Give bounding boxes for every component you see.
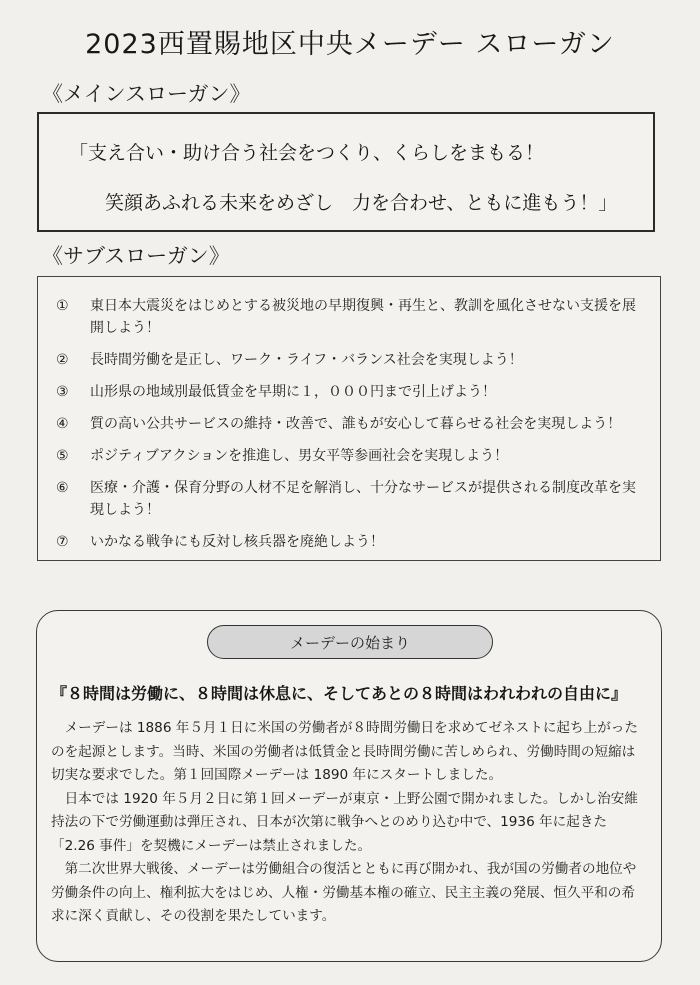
sub-slogan-number: ⑦ bbox=[56, 534, 69, 550]
mayday-origin-heading: メーデーの始まり bbox=[207, 625, 493, 659]
sub-slogan-item bbox=[38, 477, 660, 521]
sub-slogan-item bbox=[38, 295, 660, 339]
sub-slogan-number: ⑥ bbox=[56, 480, 69, 496]
main-slogan-heading: 《メインスローガン》 bbox=[42, 82, 251, 106]
sub-slogan-text: 山形県の地域別最低賃金を早期に１，０００円まで引上げよう！ bbox=[90, 384, 496, 400]
sub-slogan-text: ポジティブアクションを推進し、男女平等参画社会を実現しよう！ bbox=[90, 448, 509, 464]
mayday-origin-box bbox=[36, 610, 662, 962]
sub-slogan-text: いかなる戦争にも反対し核兵器を廃絶しよう！ bbox=[90, 534, 384, 550]
sub-slogan-text: 医療・介護・保育分野の人材不足を解消し、十分なサービスが提供される制度改革を実現しよう！ bbox=[90, 480, 636, 518]
sub-slogan-number: ⑤ bbox=[56, 448, 69, 464]
mayday-origin-body bbox=[51, 717, 647, 929]
sub-slogan-heading: 《サブスローガン》 bbox=[42, 244, 230, 268]
sub-slogan-box bbox=[37, 276, 661, 561]
sub-slogan-item bbox=[38, 349, 660, 371]
origin-paragraph: 第二次世界大戦後、メーデーは労働組合の復活とともに再び開かれ、我が国の労働者の地位や労働条件の向上、権利拡大をはじめ、人権・労働基本権の確立、民主主義の発展、恒久平和の希求に深く貢献し、その役割を果たしています。 bbox=[51, 861, 637, 924]
origin-paragraph: 日本では 1920 年５月２日に第１回メーデーが東京・上野公園で開かれました。しかし治安維持法の下で労働運動は弾圧され、日本が次第に戦争へとのめり込む中で、1936 年に起きた「2.26 事件」を契機にメーデーは禁止されました。 bbox=[51, 790, 638, 854]
sub-slogan-item bbox=[38, 381, 660, 403]
sub-slogan-text: 質の高い公共サービスの維持・改善で、誰もが安心して暮らせる社会を実現しよう！ bbox=[90, 416, 622, 432]
sub-slogan-item bbox=[38, 413, 660, 435]
sub-slogan-number: ③ bbox=[56, 384, 69, 400]
sub-slogan-list bbox=[38, 295, 660, 563]
main-slogan-line-2: 笑顔あふれる未来をめざし 力を合わせ、ともに進もう！」 bbox=[105, 192, 618, 214]
sub-slogan-number: ② bbox=[56, 352, 69, 368]
sub-slogan-number: ④ bbox=[56, 416, 69, 432]
sub-slogan-text: 東日本大震災をはじめとする被災地の早期復興・再生と、教訓を風化させない支援を展開しよう！ bbox=[90, 298, 636, 336]
sub-slogan-item bbox=[38, 445, 660, 467]
mayday-quote: 『８時間は労働に、８時間は休息に、そしてあとの８時間はわれわれの自由に』 bbox=[51, 684, 628, 703]
origin-paragraph: メーデーは 1886 年５月１日に米国の労働者が８時間労働日を求めてゼネストに起ち上がったのを起源とします。当時、米国の労働者は低賃金と長時間労働に苦しめられ、労働時間の短縮は切実な要求でした。第１回国際メーデーは 1890 年にスタートしました。 bbox=[51, 720, 638, 783]
page-title: 2023西置賜地区中央メーデー スローガン bbox=[85, 29, 615, 60]
sub-slogan-text: 長時間労働を是正し、ワーク・ライフ・バランス社会を実現しよう！ bbox=[90, 352, 523, 368]
sub-slogan-number: ① bbox=[56, 298, 69, 314]
sub-slogan-item bbox=[38, 531, 660, 553]
main-slogan-line-1: 「支え合い・助け合う社会をつくり、くらしをまもる！ bbox=[69, 142, 545, 164]
main-slogan-box bbox=[37, 112, 655, 232]
